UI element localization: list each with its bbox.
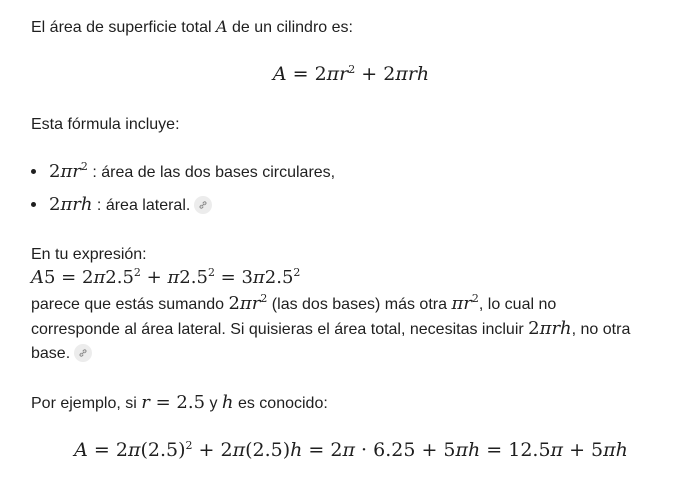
example-text-b: y [205,395,222,412]
example-text-a: Por ejemplo, si [31,395,142,412]
bullet-math-bases: $2\pi r^2$ [49,160,88,182]
bullet-dot [31,202,36,207]
formula-final: $A = 2\pi(2.5)^2 + 2\pi(2.5)h = 2\pi \cdot 6.25 + 5\pi h = 12.5\pi + 5\pi h$ [74,439,628,461]
para-text-1c: , lo cual no [478,296,557,313]
expr-label: En tu expresión: [31,246,147,263]
bullet-text-lateral: : área lateral. [92,197,191,214]
para-line-3 [31,343,92,365]
bullet-math-lateral: 2πrh [49,194,93,215]
para-text-1b: (las dos bases) más otra [267,296,452,313]
para-line-2: corresponde al área lateral. Si quisieras el área total, necesitas incluir 2πrh, no otra [31,318,631,339]
para-text-3: base. [31,345,71,362]
intro-var: A [216,17,228,36]
link-icon[interactable] [74,344,92,362]
intro-text-before: El área de superficie total [31,19,216,36]
bullet-dot [31,169,36,174]
includes-label: Esta fórmula incluye: [31,116,180,133]
formula-main: $A = 2\pi r^2 + 2\pi rh$ [272,63,430,85]
para-text-1a: parece que estás sumando [31,296,229,313]
example-text-c: es conocido: [233,395,328,412]
para-text-2b: , no otra [571,321,631,338]
intro-text-after: de un cilindro es: [227,19,353,36]
bullet-text-bases: : área de las dos bases circulares, [87,164,336,181]
expr-math: $A5 = 2\pi 2.5^2 + \pi 2.5^2 = 3\pi 2.5^2$ [31,266,301,288]
intro-line [31,16,353,39]
para-text-2: corresponde al área lateral. Si quisieras el área total, necesitas incluir [31,321,529,338]
link-icon[interactable] [194,196,212,214]
example-line: Por ejemplo, si r = 2.5 y h es conocido: [31,392,328,413]
para-line-1: parece que estás sumando $2\pi r^2$ (las dos bases) más otra $\pi r^2$, lo cual no [31,292,557,314]
